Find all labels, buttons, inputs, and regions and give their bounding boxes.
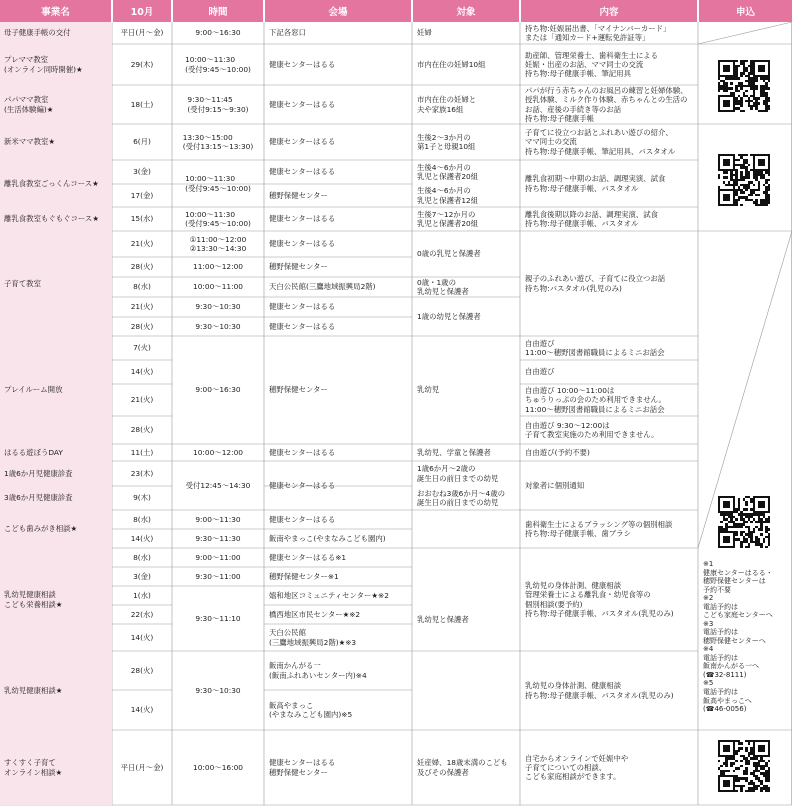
event-name: すくすく子育て オンライン相談★ — [0, 730, 112, 805]
event-target: 乳幼児 — [417, 385, 440, 395]
event-date: 8(水) — [133, 552, 151, 562]
event-venue: 健康センターはるる — [269, 447, 336, 457]
event-venue: 嬉和地区コミュニティセンター★※2 — [269, 590, 389, 600]
event-content: 離乳食初期～中期のお話、調理実演、試食 持ち物:母子健康手帳、バスタオル — [525, 174, 666, 193]
event-name: 離乳食教室もぐもぐコース★ — [0, 207, 112, 231]
event-date: 8(水) — [133, 282, 151, 292]
event-time: 9:30～10:30 — [195, 302, 241, 312]
event-date: 8(水) — [133, 514, 151, 524]
event-venue: 穂野保健センター — [269, 262, 328, 272]
event-time: 9:30～11:00 — [195, 571, 241, 581]
event-content: 歯科衛生士によるブラッシング等の個別相談 持ち物:母子健康手帳、歯ブラシ — [525, 519, 673, 538]
event-time: 10:00～11:30 (受付9:45～10:00) — [185, 55, 251, 74]
event-date: 9(木) — [133, 493, 151, 503]
event-target: 生後7～12か月の 乳児と保護者20組 — [417, 209, 479, 228]
event-date: 23(木) — [130, 468, 154, 478]
event-content: 離乳食後期以降のお話、調理実演、試食 持ち物:母子健康手帳、バスタオル — [525, 209, 659, 228]
event-venue: 健康センターはるる — [269, 514, 336, 524]
event-time: 10:00～12:00 — [193, 447, 243, 457]
event-date: 11(土) — [130, 447, 154, 457]
event-venue: 健康センターはるる — [269, 137, 336, 147]
event-venue: 健康センターはるる — [269, 302, 336, 312]
event-date: 21(火) — [130, 239, 154, 249]
event-target: 妊産婦、18歳未満のこども 及びその保護者 — [417, 758, 508, 777]
event-target: 0歳の乳児と保護者 — [417, 249, 481, 259]
qr-module — [768, 110, 770, 112]
event-target: 乳幼児、学童と保護者 — [417, 447, 491, 457]
event-date: 28(火) — [130, 262, 154, 272]
event-date: 21(火) — [130, 302, 154, 312]
event-venue: 天白公民館(三鷹地域振興局2階) — [269, 282, 376, 292]
event-venue: 穂野保健センター※1 — [269, 571, 339, 581]
event-time: 9:30～10:30 — [195, 321, 241, 331]
header-target: 対象 — [413, 0, 519, 22]
event-venue: 穂野保健センター — [269, 385, 328, 395]
event-date: 22(水) — [130, 609, 154, 619]
event-time: 11:00～12:00 — [193, 262, 243, 272]
event-time: 9:00～16:30 — [195, 28, 241, 38]
event-target: おおむね3歳6か月～4歳の 誕生日の前日までの幼児 — [417, 488, 506, 507]
header-content: 内容 — [521, 0, 697, 22]
event-content: 自由遊び 11:00～穂野図書館職員によるミニお話会 — [525, 338, 665, 357]
event-date: 14(火) — [130, 533, 154, 543]
event-content: 自由遊び 9:30～12:00は 子育て教室実施のため利用できません。 — [525, 420, 659, 439]
event-venue: 健康センターはるる — [269, 321, 336, 331]
header-time: 時間 — [173, 0, 263, 22]
event-venue: 健康センターはるる — [269, 99, 336, 109]
qr-code[interactable] — [716, 58, 772, 114]
header-name: 事業名 — [0, 0, 111, 22]
event-time: 9:30～11:45 (受付9:15～9:30) — [187, 95, 249, 114]
event-venue: 健康センターはるる — [269, 480, 336, 490]
event-content: 乳幼児の身体計測、健康相談 管理栄養士による離乳食・幼児食等の 個別相談(要予約) 持ち物:母子健康手帳、バスタオル(乳児のみ) — [525, 581, 674, 618]
event-venue: 橋西地区市民センター★※2 — [269, 609, 361, 619]
qr-code[interactable] — [716, 152, 772, 208]
event-content: パパが行う赤ちゃんのお風呂の練習と妊婦体験、 授乳体験、ミルク作り体験、赤ちゃんとの生活の お話、産後の手続き等のお話 持ち物:母子健康手帳 — [525, 86, 688, 123]
event-venue: 健康センターはるる — [269, 239, 336, 249]
event-time: 9:30～11:30 — [195, 533, 241, 543]
event-time: 受付12:45～14:30 — [185, 480, 251, 490]
event-content: 助産師、管理栄養士、歯科衛生士による 妊娠・出産のお話、ママ同士の交流 持ち物:母子健康手帳、筆記用具 — [525, 50, 659, 79]
event-content: 対象者に個別通知 — [525, 480, 585, 490]
event-target: 0歳・1歳の 乳幼児と保護者 — [417, 277, 469, 296]
event-venue: 下記各窓口 — [269, 28, 306, 38]
event-time: 9:00～11:30 — [195, 514, 241, 524]
event-venue: 健康センターはるる 穂野保健センター — [269, 758, 336, 777]
event-venue: 飯南やまっこ(やまなみこども園内) — [269, 533, 386, 543]
event-content: 自宅からオンラインで妊娠中や 子育てについての相談、 こども家庭相談ができます。 — [525, 753, 629, 782]
qr-module — [768, 204, 770, 206]
event-content: 自由遊び — [525, 367, 555, 377]
qr-code[interactable] — [716, 738, 772, 794]
event-date: 28(火) — [130, 321, 154, 331]
event-target: 生後4～6か月の 乳児と保護者12組 — [417, 186, 479, 205]
event-date: 28(火) — [130, 425, 154, 435]
event-content: 親子のふれあい遊び、子育てに役立つお話 持ち物:バスタオル(乳児のみ) — [525, 274, 666, 293]
event-target: 市内在住の妊婦10組 — [417, 59, 486, 69]
event-date: 14(火) — [130, 705, 154, 715]
event-date: 15(水) — [130, 214, 154, 224]
event-date: 17(金) — [130, 190, 154, 200]
event-target: 1歳6か月～2歳の 誕生日の前日までの幼児 — [417, 464, 499, 483]
event-name: 1歳6か月児健康診査 — [0, 461, 112, 486]
event-target: 生後4～6か月の 乳児と保護者20組 — [417, 162, 479, 181]
event-time: 9:00～16:30 — [195, 385, 241, 395]
event-target: 妊婦 — [417, 28, 432, 38]
event-date: 6(月) — [133, 137, 151, 147]
event-content: 自由遊び 10:00～11:00は ちゅうりっぷの会のため利用できません。 11:00～穂野図書館職員によるミニお話会 — [525, 386, 666, 414]
event-date: 7(火) — [133, 343, 151, 353]
event-date: 1(水) — [133, 590, 151, 600]
event-name: パパママ教室 (生活体験編)★ — [0, 85, 112, 124]
event-name: 離乳食教室ごっくんコース★ — [0, 160, 112, 207]
event-date: 28(火) — [130, 665, 154, 675]
event-target: 生後2～3か月の 第1子と母親10組 — [417, 132, 476, 151]
event-time: 10:00～11:00 — [193, 282, 243, 292]
header-venue: 会場 — [265, 0, 411, 22]
event-time: 9:30～10:30 — [195, 685, 241, 695]
qr-module — [768, 546, 770, 548]
header-month: 10月 — [113, 0, 171, 22]
event-venue: 健康センターはるる※1 — [269, 552, 347, 562]
event-target: 乳幼児と保護者 — [417, 615, 469, 625]
event-date: 平日(月～金) — [120, 762, 164, 772]
event-venue: 穂野保健センター — [269, 190, 328, 200]
event-name: 3歳6か月児健康診査 — [0, 486, 112, 510]
event-date: 18(土) — [130, 99, 154, 109]
event-name: 新米ママ教室★ — [0, 124, 112, 160]
event-content: 乳幼児の身体計測、健康相談 持ち物:母子健康手帳、バスタオル(乳児のみ) — [525, 681, 674, 700]
event-date: 平日(月～金) — [120, 28, 164, 38]
event-target: 1歳の幼児と保護者 — [417, 311, 481, 321]
event-time: 10:00～11:30 (受付9:45～10:00) — [185, 209, 251, 228]
event-time: 10:00～16:00 — [193, 762, 243, 772]
reservation-notes: ※1 健康センターはるる・ 穂野保健センターは 予約不要 ※2 電話予約は こども家庭センターへ ※3 電話予約は 穂野保健センターへ ※4 電話予約は 飯南かんがる一へ (☎32-8111) ※5 電話予約は 飯高やまっこへ (☎46-0056) — [703, 560, 773, 714]
event-venue: 飯南かんがる一 (飯南ふれあいセンター内)※4 — [269, 661, 367, 680]
event-time: 13:30～15:00 (受付13:15～13:30) — [182, 132, 254, 151]
event-time: 9:00～11:00 — [195, 552, 241, 562]
event-name: 乳幼児健康相談★ — [0, 651, 112, 730]
event-name: 子育て教室 — [0, 231, 112, 336]
event-venue: 飯高やまっこ (やまなみこども園内)※5 — [269, 700, 353, 719]
header-apply: 申込 — [699, 0, 792, 22]
event-date: 21(火) — [130, 395, 154, 405]
event-name: 乳幼児健康相談 こども栄養相談★ — [0, 548, 112, 651]
event-name: プレイルーム開放 — [0, 336, 112, 444]
event-date: 14(火) — [130, 367, 154, 377]
qr-code[interactable] — [716, 494, 772, 550]
event-date: 3(金) — [133, 571, 151, 581]
event-time: 10:00～11:30 (受付9:45～10:00) — [185, 174, 251, 193]
event-venue: 健康センターはるる — [269, 59, 336, 69]
event-venue: 健康センターはるる — [269, 167, 336, 177]
event-time: 9:30～11:10 — [195, 613, 241, 623]
event-venue: 天白公民館 (三鷹地域振興局2階)★※3 — [269, 628, 357, 647]
event-venue: 健康センターはるる — [269, 214, 336, 224]
event-date: 29(木) — [130, 59, 154, 69]
event-name: こども歯みがき相談★ — [0, 510, 112, 548]
event-date: 14(火) — [130, 632, 154, 642]
event-name: はるる遊ぼうDAY — [0, 444, 112, 461]
event-content: 持ち物:妊娠届出書、「マイナンバーカード」 または「通知カード+運転免許証等」 — [525, 23, 671, 42]
event-content: 自由遊び(予約不要) — [525, 447, 590, 457]
event-name: 母子健康手帳の交付 — [0, 22, 112, 44]
event-name: プレママ教室 (オンライン同時開催)★ — [0, 44, 112, 85]
event-time: ①11:00～12:00 ②13:30～14:30 — [189, 234, 247, 253]
event-target: 市内在住の妊婦と 夫や家族16組 — [417, 95, 477, 114]
qr-module — [768, 790, 770, 792]
event-content: 子育てに役立つお話とふれあい遊びの紹介、 ママ同士の交流 持ち物:母子健康手帳、筆記用具、バスタオル — [525, 128, 676, 156]
event-date: 3(金) — [133, 167, 151, 177]
